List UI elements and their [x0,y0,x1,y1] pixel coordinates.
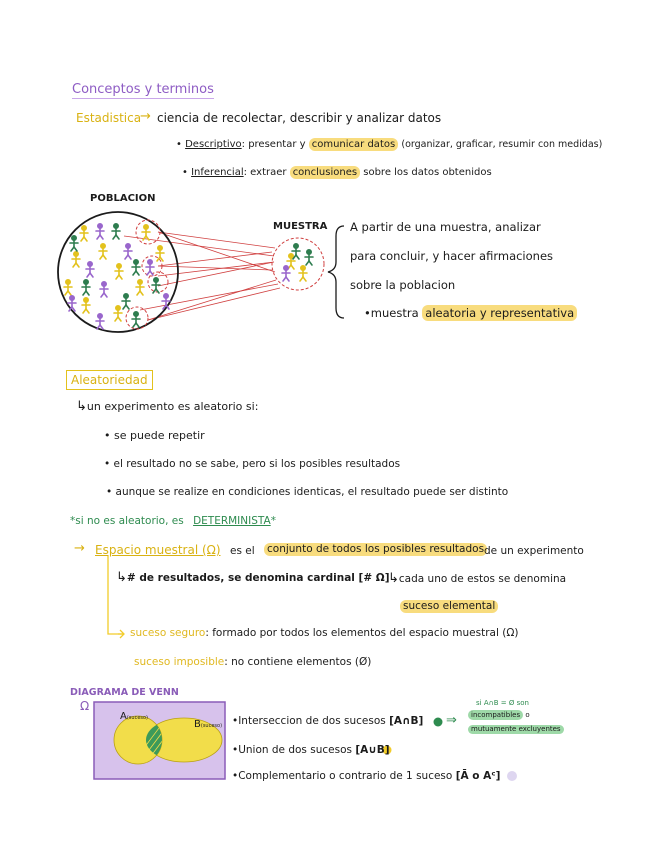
hook-arrow-icon: ↳ [76,399,87,414]
complementario-dot-icon [507,771,517,781]
bullet: • [104,458,111,470]
hook-arrow-icon: ↳ [388,571,399,586]
note-post: * [270,515,276,527]
estadistica-term: Estadistica [76,111,142,125]
venn-label-a [120,712,148,722]
set-b-letter: B [194,719,201,730]
item-text: aunque se realize en condiciones identicas, el resultado puede ser distinto [115,486,509,498]
set-a-note: (suceso) [126,715,149,721]
descriptivo-post: (organizar, graficar, resumir con medidas) [401,139,603,150]
bullet: • [182,167,188,178]
bullet: • [232,770,239,782]
inferencial-post: sobre los datos obtenidos [363,167,492,178]
note-pre: *si no es aleatorio, es [70,515,184,527]
muestra-label: MUESTRA [273,221,328,232]
arrow-icon: → [140,109,151,124]
union-symbol: [A∪B] [355,744,390,756]
complementario-text: Complementario o contrario de 1 suceso [238,770,453,782]
venn-label-b [194,720,222,730]
muestra-line-1: A partir de una muestra, analizar [350,220,541,234]
set-b-note: (suceso) [200,723,223,729]
muestra-line-2: para concluir, y hacer afirmaciones [350,249,554,263]
espacio-de-un: de un experimento [484,545,584,557]
arrow-icon: → [74,541,85,556]
inferencial-term: Inferencial [191,167,244,178]
complementario-line [232,771,500,782]
inferencial-pre: : extraer [243,167,287,178]
estadistica-definition: ciencia de recolectar, describir y analizar datos [157,111,442,125]
suceso-seguro-term: suceso seguro [130,627,206,639]
union-line [232,745,390,756]
interseccion-line [232,716,423,727]
bullet: • [176,139,182,150]
bullet: • [232,715,239,727]
suceso-elemental-highlight: suceso elemental [400,600,498,613]
set-a-letter: A [120,711,127,722]
muestra-highlight: aleatoria y representativa [422,305,577,321]
cardinal-text: # de resultados, se denomina cardinal [# Ω] [126,572,390,584]
page-title: Conceptos y terminos [72,82,214,97]
implies-icon: ⇒ [446,713,457,728]
bullet: • [364,306,371,320]
descriptivo-highlight: comunicar datos [309,138,398,151]
intro-text: un experimento es aleatorio si: [86,400,259,413]
venn-title: DIAGRAMA DE VENN [70,687,179,698]
bullet: • [104,429,111,442]
hook-arrow-icon: ↳ [116,570,127,585]
mutuamente-highlight: mutuamente excluyentes [468,725,564,734]
suceso-imposible-term: suceso imposible [134,656,225,668]
side-note-condition: si A∩B = Ø son [476,699,529,707]
aleatoriedad-title: Aleatoriedad [66,370,153,390]
interseccion-symbol: [A∩B] [389,715,424,727]
omega-symbol: Ω [80,699,90,713]
poblacion-label: POBLACION [90,193,156,204]
side-note-line-2 [468,712,530,719]
determinista-term: DETERMINISTA [193,515,271,527]
espacio-muestral-term: Espacio muestral (Ω) [95,543,221,557]
suceso-seguro-def: : formado por todos los elementos del espacio muestral (Ω) [205,627,519,639]
descriptivo-pre: : presentar y [241,139,306,150]
bullet: • [106,486,113,498]
complementario-symbol: [Ā o Aᶜ] [455,770,501,782]
muestra-text: muestra [370,306,419,320]
descriptivo-term: Descriptivo [185,139,242,150]
incompatibles-highlight: incompatibles [468,710,523,720]
espacio-es-el: es el [230,545,255,557]
item-text: se puede repetir [114,429,205,442]
bullet: • [232,744,239,756]
item-text: el resultado no se sabe, pero si los posibles resultados [113,458,401,470]
interseccion-text: Interseccion de dos sucesos [238,715,386,727]
interseccion-dot-icon [434,718,443,727]
inferencial-highlight: conclusiones [290,166,360,179]
suceso-imposible-def: : no contiene elementos (Ø) [224,656,372,668]
muestra-line-3: sobre la poblacion [350,278,456,292]
cada-text: cada uno de estos se denomina [398,573,567,585]
union-text: Union de dos sucesos [238,744,352,756]
conjunto-highlight: conjunto de todos los posibles resultados [264,543,487,556]
side-note-o: o [525,711,530,719]
